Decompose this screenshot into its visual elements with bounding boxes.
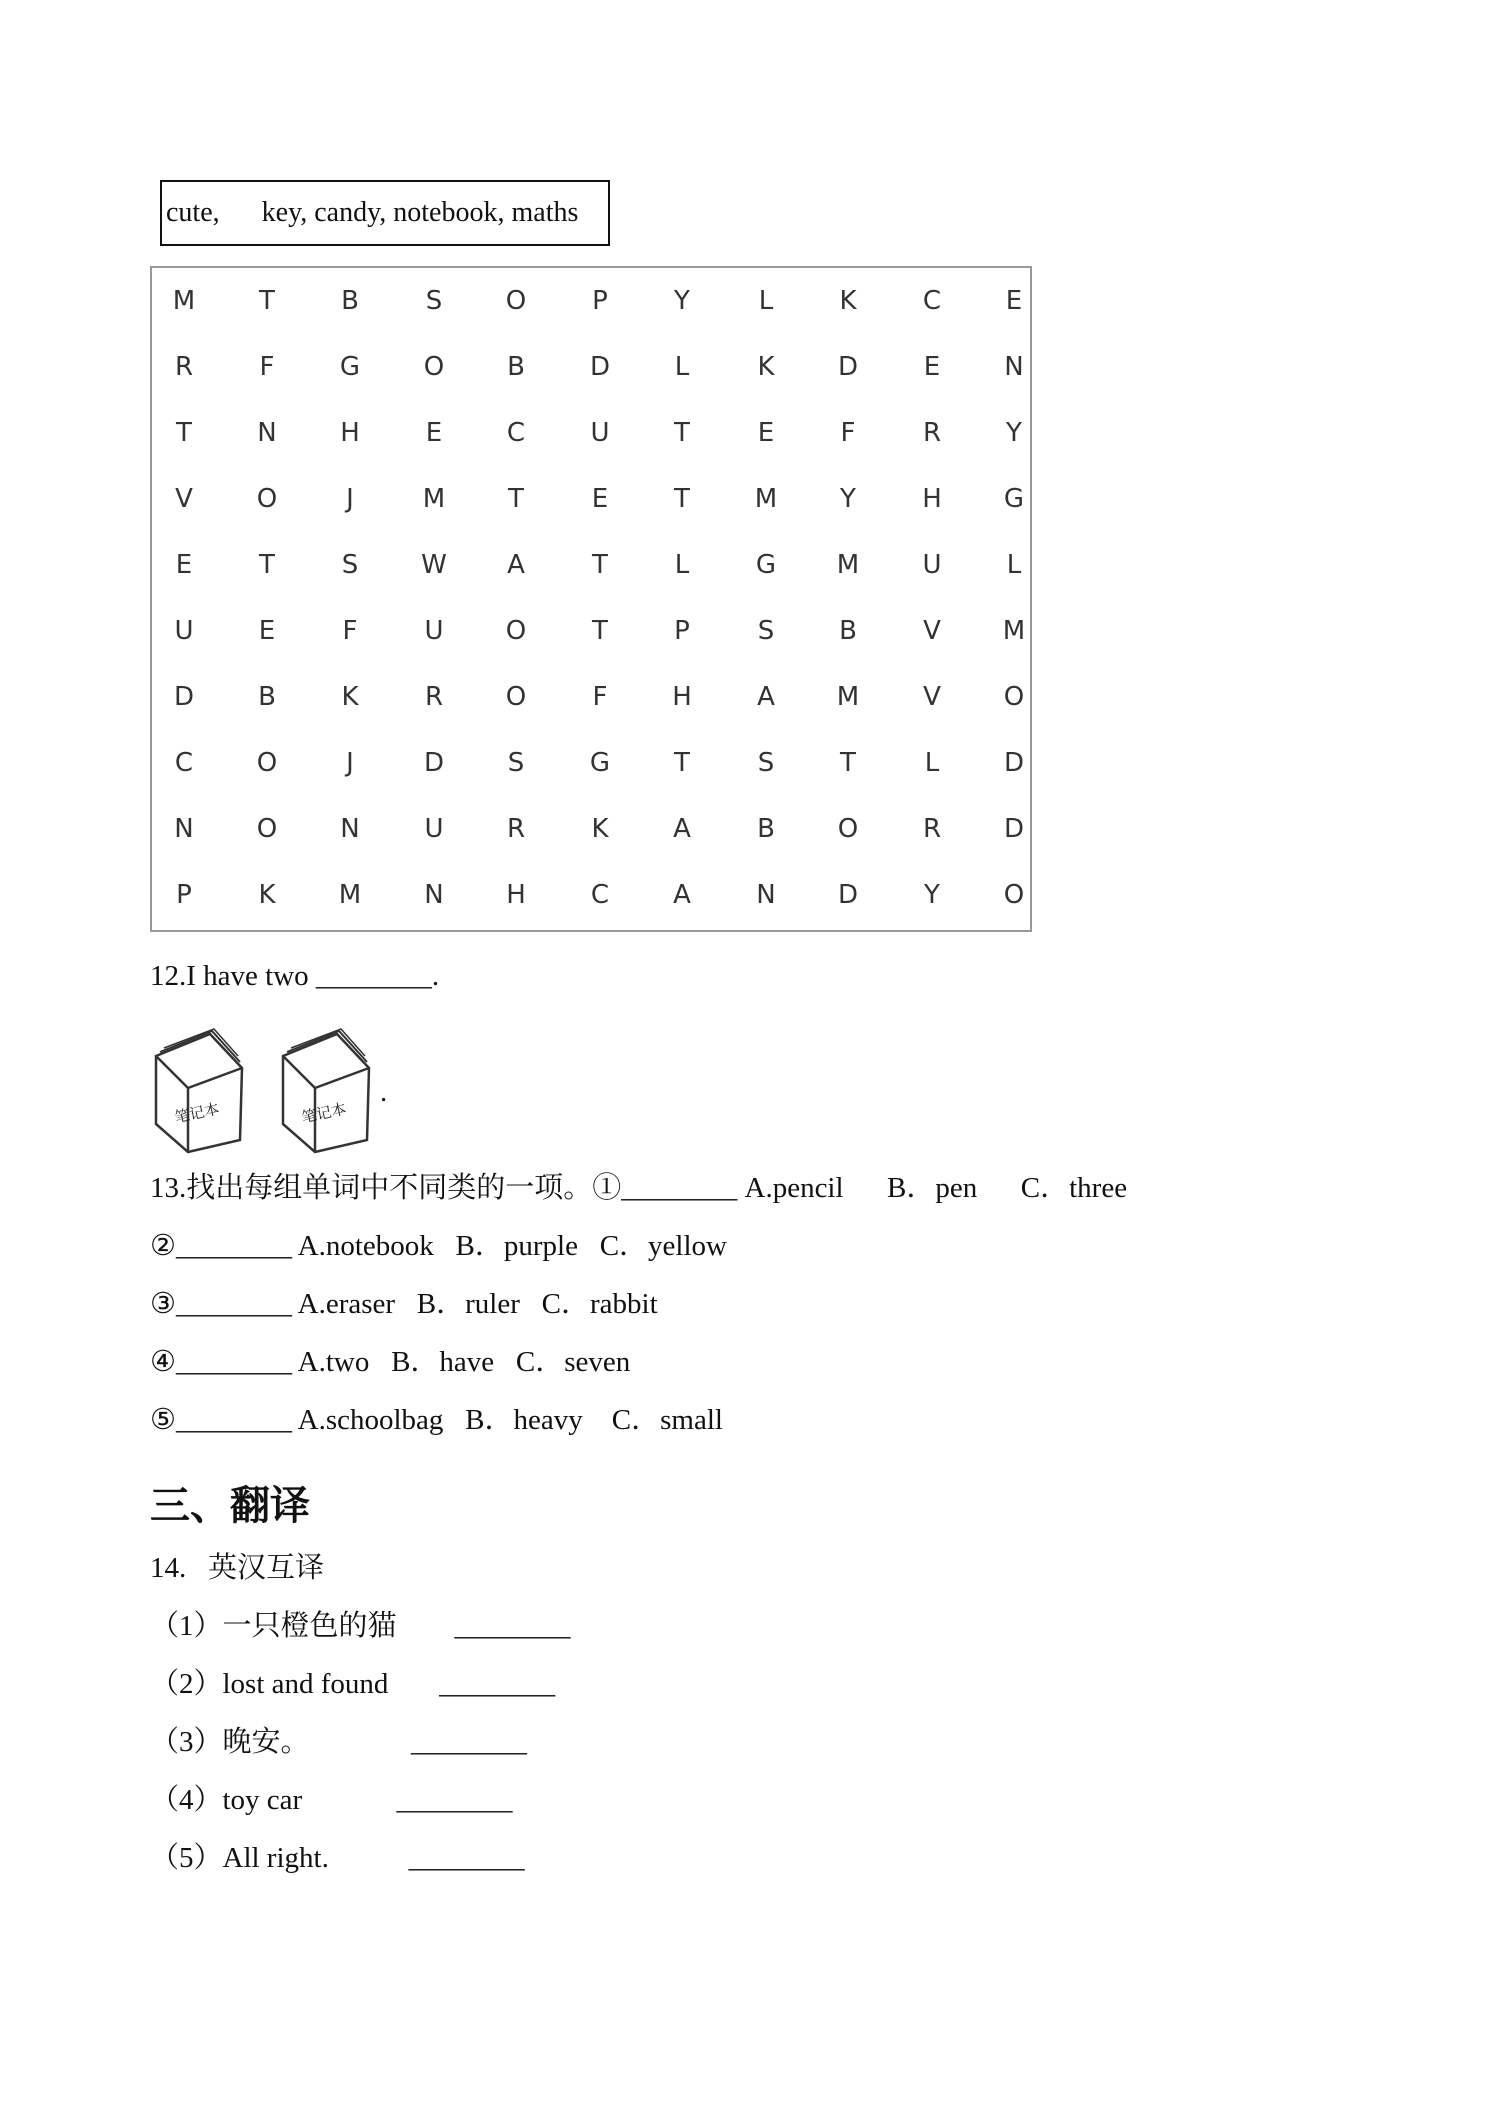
grid-letter: N bbox=[257, 418, 277, 448]
grid-letter: V bbox=[923, 682, 941, 712]
grid-letter: A bbox=[507, 550, 525, 580]
grid-letter: E bbox=[923, 352, 941, 382]
grid-letter: C bbox=[922, 286, 942, 316]
grid-letter: Y bbox=[1006, 418, 1022, 448]
grid-letter: O bbox=[256, 484, 278, 514]
grid-letter: F bbox=[342, 616, 358, 646]
grid-letter: S bbox=[425, 286, 443, 316]
notebook-label: 笔记本 bbox=[173, 1099, 221, 1127]
question-13-line-4: ④________ A.two B．have C．seven bbox=[150, 1346, 631, 1378]
grid-letter: K bbox=[591, 814, 609, 844]
grid-letter: L bbox=[674, 550, 690, 580]
grid-row bbox=[152, 664, 1030, 730]
grid-letter: D bbox=[1003, 814, 1025, 844]
grid-letter: P bbox=[674, 616, 690, 646]
grid-letter: P bbox=[176, 880, 192, 910]
grid-letter: O bbox=[505, 616, 527, 646]
grid-letter: R bbox=[424, 682, 444, 712]
grid-letter: M bbox=[172, 286, 196, 316]
grid-letter: C bbox=[506, 418, 526, 448]
grid-letter: E bbox=[175, 550, 193, 580]
grid-letter: K bbox=[341, 682, 359, 712]
grid-letter: Y bbox=[840, 484, 856, 514]
grid-letter: Y bbox=[674, 286, 690, 316]
grid-letter: T bbox=[259, 550, 275, 580]
question-14-item-3: （3）晚安。 ________ bbox=[150, 1726, 528, 1758]
grid-letter: E bbox=[1005, 286, 1023, 316]
grid-letter: H bbox=[506, 880, 526, 910]
question-14-title: 14. 英汉互译 bbox=[150, 1552, 325, 1584]
notebook-icon bbox=[148, 1028, 248, 1154]
grid-letter: S bbox=[507, 748, 525, 778]
grid-letter: H bbox=[340, 418, 360, 448]
grid-letter: O bbox=[256, 814, 278, 844]
question-14-item-2: （2）lost and found ________ bbox=[150, 1668, 556, 1700]
grid-letter: Y bbox=[924, 880, 940, 910]
grid-letter: A bbox=[673, 880, 691, 910]
word-bank-box: cute, key, candy, notebook, maths bbox=[160, 180, 610, 246]
grid-letter: N bbox=[174, 814, 194, 844]
grid-letter: E bbox=[258, 616, 276, 646]
word-search-grid bbox=[150, 266, 1032, 932]
grid-letter: O bbox=[1003, 682, 1025, 712]
q12-period: . bbox=[380, 1076, 388, 1108]
grid-letter: D bbox=[423, 748, 445, 778]
grid-letter: C bbox=[174, 748, 194, 778]
grid-letter: O bbox=[423, 352, 445, 382]
grid-letter: M bbox=[1002, 616, 1026, 646]
grid-letter: A bbox=[757, 682, 775, 712]
grid-row bbox=[152, 730, 1030, 796]
grid-letter: E bbox=[757, 418, 775, 448]
grid-letter: R bbox=[922, 418, 942, 448]
grid-letter: E bbox=[591, 484, 609, 514]
grid-letter: D bbox=[837, 352, 859, 382]
grid-letter: B bbox=[341, 286, 359, 316]
grid-letter: T bbox=[592, 616, 608, 646]
grid-letter: N bbox=[424, 880, 444, 910]
grid-letter: B bbox=[839, 616, 857, 646]
grid-letter: U bbox=[174, 616, 194, 646]
grid-letter: S bbox=[757, 748, 775, 778]
question-13-line-2: ②________ A.notebook B．purple C．yellow bbox=[150, 1230, 727, 1262]
grid-letter: K bbox=[258, 880, 276, 910]
grid-letter: H bbox=[672, 682, 692, 712]
grid-row bbox=[152, 862, 1030, 928]
question-12: 12.I have two ________. bbox=[150, 960, 440, 992]
grid-letter: S bbox=[341, 550, 359, 580]
grid-letter: G bbox=[1003, 484, 1025, 514]
grid-letter: L bbox=[758, 286, 774, 316]
grid-row bbox=[152, 334, 1030, 400]
grid-letter: T bbox=[592, 550, 608, 580]
question-14-item-1: （1）一只橙色的猫 ________ bbox=[150, 1610, 571, 1642]
section-3-title: 三、翻译 bbox=[150, 1483, 310, 1529]
grid-letter: B bbox=[757, 814, 775, 844]
question-14-item-4: （4）toy car ________ bbox=[150, 1784, 513, 1816]
grid-letter: M bbox=[836, 682, 860, 712]
grid-letter: D bbox=[1003, 748, 1025, 778]
grid-letter: T bbox=[259, 286, 275, 316]
grid-letter: D bbox=[589, 352, 611, 382]
grid-letter: U bbox=[590, 418, 610, 448]
grid-letter: M bbox=[836, 550, 860, 580]
grid-letter: S bbox=[757, 616, 775, 646]
grid-letter: E bbox=[425, 418, 443, 448]
grid-letter: M bbox=[422, 484, 446, 514]
grid-letter: N bbox=[1004, 352, 1024, 382]
grid-letter: G bbox=[589, 748, 611, 778]
notebook-label: 笔记本 bbox=[300, 1099, 348, 1127]
grid-letter: F bbox=[592, 682, 608, 712]
grid-row bbox=[152, 796, 1030, 862]
question-13-line-5: ⑤________ A.schoolbag B．heavy C．small bbox=[150, 1404, 723, 1436]
grid-row bbox=[152, 268, 1030, 334]
grid-letter: O bbox=[505, 682, 527, 712]
grid-letter: C bbox=[590, 880, 610, 910]
grid-row bbox=[152, 400, 1030, 466]
grid-letter: T bbox=[840, 748, 856, 778]
grid-letter: M bbox=[754, 484, 778, 514]
grid-letter: T bbox=[176, 418, 192, 448]
grid-letter: G bbox=[755, 550, 777, 580]
grid-letter: N bbox=[340, 814, 360, 844]
grid-letter: B bbox=[258, 682, 276, 712]
grid-letter: V bbox=[923, 616, 941, 646]
grid-letter: T bbox=[674, 484, 690, 514]
question-13-line-3: ③________ A.eraser B．ruler C．rabbit bbox=[150, 1288, 658, 1320]
grid-letter: L bbox=[674, 352, 690, 382]
grid-letter: A bbox=[673, 814, 691, 844]
grid-letter: O bbox=[505, 286, 527, 316]
grid-letter: V bbox=[175, 484, 193, 514]
grid-letter: T bbox=[674, 748, 690, 778]
grid-letter: H bbox=[922, 484, 942, 514]
grid-letter: R bbox=[506, 814, 526, 844]
notebook-icon bbox=[275, 1028, 375, 1154]
grid-letter: R bbox=[174, 352, 194, 382]
grid-letter: G bbox=[339, 352, 361, 382]
question-14-item-5: （5）All right. ________ bbox=[150, 1842, 525, 1874]
grid-letter: P bbox=[592, 286, 608, 316]
grid-letter: J bbox=[346, 748, 354, 778]
grid-letter: O bbox=[256, 748, 278, 778]
grid-letter: F bbox=[259, 352, 275, 382]
grid-letter: W bbox=[421, 550, 447, 580]
grid-letter: K bbox=[839, 286, 857, 316]
grid-letter: B bbox=[507, 352, 525, 382]
grid-letter: O bbox=[837, 814, 859, 844]
grid-letter: U bbox=[922, 550, 942, 580]
grid-letter: O bbox=[1003, 880, 1025, 910]
grid-letter: U bbox=[424, 616, 444, 646]
grid-letter: J bbox=[346, 484, 354, 514]
grid-letter: D bbox=[837, 880, 859, 910]
grid-letter: L bbox=[1006, 550, 1022, 580]
question-13-line-1: 13.找出每组单词中不同类的一项。①________ A.pencil B．pen C．three bbox=[150, 1172, 1128, 1204]
grid-letter: M bbox=[338, 880, 362, 910]
grid-letter: K bbox=[757, 352, 775, 382]
grid-row bbox=[152, 598, 1030, 664]
grid-row bbox=[152, 532, 1030, 598]
grid-letter: F bbox=[840, 418, 856, 448]
grid-row bbox=[152, 466, 1030, 532]
grid-letter: D bbox=[173, 682, 195, 712]
grid-letter: U bbox=[424, 814, 444, 844]
grid-letter: R bbox=[922, 814, 942, 844]
grid-letter: T bbox=[508, 484, 524, 514]
grid-letter: T bbox=[674, 418, 690, 448]
grid-letter: N bbox=[756, 880, 776, 910]
grid-letter: L bbox=[924, 748, 940, 778]
